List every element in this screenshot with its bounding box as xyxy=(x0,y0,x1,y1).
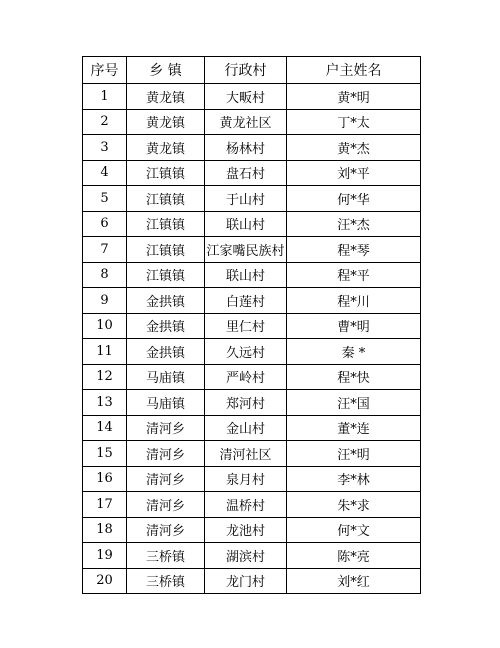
table-body xyxy=(83,84,421,594)
cell-serial-number: 12 xyxy=(83,364,127,390)
cell-village: 白莲村 xyxy=(205,288,287,314)
cell-village: 联山村 xyxy=(205,262,287,288)
cell-serial-number: 17 xyxy=(83,492,127,518)
cell-village: 泉月村 xyxy=(205,466,287,492)
table-row xyxy=(83,364,421,390)
cell-township: 江镇镇 xyxy=(127,160,205,186)
household-table xyxy=(82,56,421,594)
table-row xyxy=(83,186,421,212)
header-village: 行政村 xyxy=(205,57,287,84)
cell-serial-number: 18 xyxy=(83,517,127,543)
cell-householder-name: 汪*国 xyxy=(287,390,421,416)
cell-householder-name: 汪*明 xyxy=(287,441,421,467)
table-row xyxy=(83,262,421,288)
table-row xyxy=(83,211,421,237)
cell-householder-name: 丁*太 xyxy=(287,109,421,135)
cell-village: 大畈村 xyxy=(205,84,287,110)
cell-serial-number: 4 xyxy=(83,160,127,186)
cell-serial-number: 11 xyxy=(83,339,127,365)
cell-township: 金拱镇 xyxy=(127,288,205,314)
cell-serial-number: 5 xyxy=(83,186,127,212)
cell-serial-number: 2 xyxy=(83,109,127,135)
cell-township: 三桥镇 xyxy=(127,543,205,569)
cell-township: 清河乡 xyxy=(127,517,205,543)
cell-village: 严岭村 xyxy=(205,364,287,390)
table-row xyxy=(83,492,421,518)
cell-householder-name: 曹*明 xyxy=(287,313,421,339)
table-row xyxy=(83,390,421,416)
cell-serial-number: 8 xyxy=(83,262,127,288)
cell-township: 黄龙镇 xyxy=(127,135,205,161)
cell-village: 黄龙社区 xyxy=(205,109,287,135)
cell-village: 盘石村 xyxy=(205,160,287,186)
table-row xyxy=(83,568,421,594)
cell-township: 黄龙镇 xyxy=(127,84,205,110)
cell-householder-name: 秦 * xyxy=(287,339,421,365)
header-township: 乡 镇 xyxy=(127,57,205,84)
cell-village: 龙池村 xyxy=(205,517,287,543)
table-row xyxy=(83,517,421,543)
cell-serial-number: 3 xyxy=(83,135,127,161)
header-householder-name: 户主姓名 xyxy=(287,57,421,84)
table-row xyxy=(83,237,421,263)
table-row xyxy=(83,109,421,135)
cell-township: 黄龙镇 xyxy=(127,109,205,135)
table-row xyxy=(83,135,421,161)
cell-village: 于山村 xyxy=(205,186,287,212)
cell-householder-name: 董*连 xyxy=(287,415,421,441)
cell-householder-name: 李*林 xyxy=(287,466,421,492)
cell-township: 马庙镇 xyxy=(127,364,205,390)
cell-householder-name: 程*川 xyxy=(287,288,421,314)
cell-serial-number: 7 xyxy=(83,237,127,263)
cell-householder-name: 黄*杰 xyxy=(287,135,421,161)
table-row xyxy=(83,84,421,110)
cell-township: 清河乡 xyxy=(127,492,205,518)
cell-township: 三桥镇 xyxy=(127,568,205,594)
cell-township: 清河乡 xyxy=(127,466,205,492)
cell-serial-number: 14 xyxy=(83,415,127,441)
cell-householder-name: 何*文 xyxy=(287,517,421,543)
cell-township: 金拱镇 xyxy=(127,339,205,365)
cell-householder-name: 刘*红 xyxy=(287,568,421,594)
cell-householder-name: 刘*平 xyxy=(287,160,421,186)
cell-householder-name: 朱*求 xyxy=(287,492,421,518)
cell-township: 江镇镇 xyxy=(127,186,205,212)
cell-village: 杨林村 xyxy=(205,135,287,161)
cell-householder-name: 何*华 xyxy=(287,186,421,212)
cell-householder-name: 陈*亮 xyxy=(287,543,421,569)
cell-serial-number: 9 xyxy=(83,288,127,314)
table-row xyxy=(83,288,421,314)
cell-township: 清河乡 xyxy=(127,415,205,441)
cell-township: 江镇镇 xyxy=(127,237,205,263)
cell-serial-number: 1 xyxy=(83,84,127,110)
cell-village: 清河社区 xyxy=(205,441,287,467)
table-row xyxy=(83,339,421,365)
cell-householder-name: 汪*杰 xyxy=(287,211,421,237)
table-row xyxy=(83,160,421,186)
cell-village: 湖滨村 xyxy=(205,543,287,569)
cell-serial-number: 6 xyxy=(83,211,127,237)
cell-householder-name: 黄*明 xyxy=(287,84,421,110)
cell-serial-number: 10 xyxy=(83,313,127,339)
table-row xyxy=(83,441,421,467)
cell-village: 金山村 xyxy=(205,415,287,441)
cell-village: 江家嘴民族村 xyxy=(205,237,287,263)
cell-village: 里仁村 xyxy=(205,313,287,339)
cell-householder-name: 程*平 xyxy=(287,262,421,288)
table-row xyxy=(83,543,421,569)
table-row xyxy=(83,415,421,441)
table-row xyxy=(83,466,421,492)
cell-householder-name: 程*快 xyxy=(287,364,421,390)
table-row xyxy=(83,313,421,339)
cell-village: 联山村 xyxy=(205,211,287,237)
header-row xyxy=(83,57,421,84)
cell-serial-number: 15 xyxy=(83,441,127,467)
cell-village: 龙门村 xyxy=(205,568,287,594)
cell-township: 江镇镇 xyxy=(127,262,205,288)
cell-township: 马庙镇 xyxy=(127,390,205,416)
cell-township: 江镇镇 xyxy=(127,211,205,237)
table-header xyxy=(83,57,421,84)
header-serial-number: 序号 xyxy=(83,57,127,84)
cell-village: 温桥村 xyxy=(205,492,287,518)
cell-village: 久远村 xyxy=(205,339,287,365)
cell-village: 郑河村 xyxy=(205,390,287,416)
cell-serial-number: 16 xyxy=(83,466,127,492)
cell-township: 金拱镇 xyxy=(127,313,205,339)
cell-serial-number: 20 xyxy=(83,568,127,594)
cell-serial-number: 19 xyxy=(83,543,127,569)
cell-serial-number: 13 xyxy=(83,390,127,416)
cell-township: 清河乡 xyxy=(127,441,205,467)
cell-householder-name: 程*琴 xyxy=(287,237,421,263)
